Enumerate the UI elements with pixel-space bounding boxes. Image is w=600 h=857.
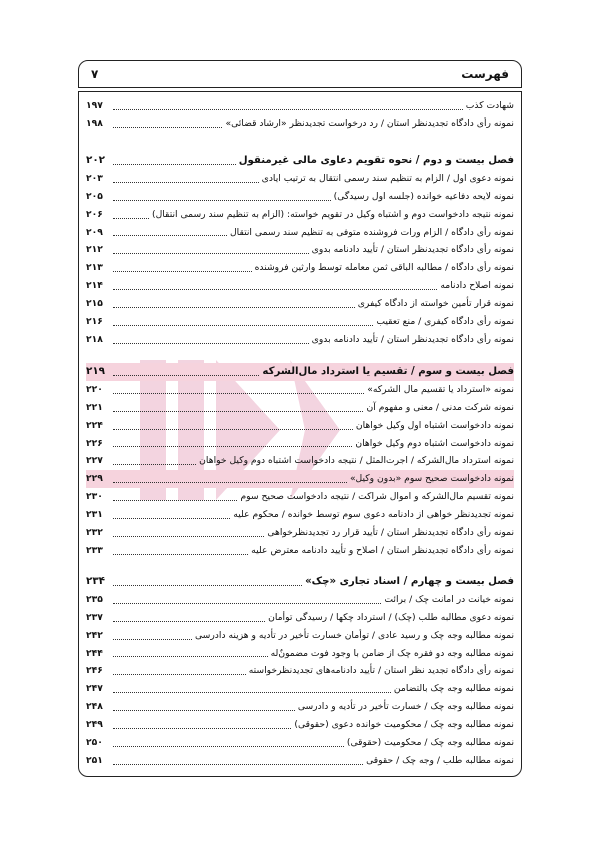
toc-chapter-23 [86, 363, 514, 560]
toc-entry[interactable]: نمونه دادخواست اشتباه اول وکیل خواهان ۲۲۴ [86, 419, 514, 431]
toc-entry[interactable]: نمونه رأی دادگاه / الزام ورات فروشنده متوفی به تنظیم سند رسمی انتقال ۲۰۹ [86, 226, 514, 238]
toc-entry[interactable]: نمونه مطالبه وجه چک بالتضامن ۲۴۷ [86, 683, 514, 695]
toc-entry[interactable]: نمونه خیانت در امانت چک / برائت ۲۳۵ [86, 593, 514, 605]
toc-entry[interactable]: نمونه رأی دادگاه کیفری / منع تعقیب ۲۱۶ [86, 316, 514, 327]
chapter-heading[interactable]: فصل بیست و دوم / نحوه تقویم دعاوی مالی غیرمنقول ۲۰۲ [86, 153, 514, 166]
toc-entry[interactable]: نمونه شرکت مدنی / معنی و مفهوم آن ۲۲۱ [86, 401, 514, 413]
toc-entry[interactable]: نمونه رأی دادگاه تجدیدنظر استان / تأیید دادنامه بدوی ۲۱۸ [86, 333, 514, 345]
toc-entry[interactable]: نمونه مطالبه وجه دو فقره چک از ضامن با وجود فوت مضمون‌ٌله ۲۴۴ [86, 647, 514, 659]
toc-chapter-24 [86, 573, 514, 770]
toc-entry[interactable]: نمونه «استرداد یا تقسیم مال الشرکه» ۲۲۰ [86, 383, 514, 395]
toc-entry[interactable]: نمونه دعوی اول / الزام به تنظیم سند رسمی انتقال به ترتیب ایادی ۲۰۳ [86, 172, 514, 184]
toc-entry[interactable]: نمونه مطالبه طلب / وجه چک / حقوقی ۲۵۱ [86, 754, 514, 766]
toc-section-continuation [86, 97, 514, 133]
toc-entry[interactable]: نمونه لایحه دفاعیه خوانده (جلسه اول رسیدگی) ۲۰۵ [86, 190, 514, 202]
header-title: فهرست [461, 67, 509, 81]
toc-entry[interactable]: نمونه رأی دادگاه تجدیدنظر استان / تأیید دادنامه بدوی ۲۱۲ [86, 244, 514, 256]
toc-entry[interactable]: نمونه رأی دادگاه تجدید نظر استان / تأیید دادنامه‌های تجدیدنظرخواسته ۲۴۶ [86, 665, 514, 677]
toc-entry[interactable]: نمونه دادخواست اشتباه دوم وکیل خواهان ۲۲۶ [86, 437, 514, 449]
toc-entry[interactable]: نمونه رأی دادگاه / مطالبه الباقی ثمن معامله توسط وارثین فروشنده ۲۱۳ [86, 262, 514, 274]
toc-entry[interactable]: نمونه دادخواست صحیح سوم «بدون وکیل» ۲۲۹ [86, 470, 514, 488]
toc-entry[interactable]: نمونه تقسیم مال‌الشرکه و اموال شراکت / نتیجه دادخواست صحیح سوم ۲۳۰ [86, 491, 514, 503]
chapter-heading[interactable]: فصل بیست و سوم / تقسیم یا استرداد مال‌الشرکه ۲۱۹ [86, 363, 514, 381]
toc-entry[interactable]: نمونه رأی دادگاه تجدیدنظر استان / اصلاح و تأیید دادنامه معترض علیه ۲۳۳ [86, 544, 514, 556]
toc-entry[interactable]: نمونه مطالبه وجه چک و رسید عادی / توأمان خسارت تأخیر در تأدیه و هزینه دادرسی ۲۴۲ [86, 629, 514, 641]
page-header [78, 60, 522, 88]
toc-entry[interactable]: نمونه رأی دادگاه تجدیدنظر استان / تأیید قرار رد تجدیدنظرخواهی ۲۳۲ [86, 527, 514, 538]
toc-entry[interactable]: نمونه تجدیدنظر خواهی از دادنامه دعوی سوم توسط خوانده / محکوم علیه ۲۳۱ [86, 509, 514, 521]
toc-entry[interactable]: نمونه قرار تأمین خواسته از دادگاه کیفری ۲۱۵ [86, 298, 514, 310]
toc-entry[interactable]: نمونه نتیجه دادخواست دوم و اشتباه وکیل در تقویم خواسته: (الزام به تنظیم سند رسمی انتقال) ۲۰۶ [86, 208, 514, 220]
toc-entry[interactable]: نمونه رأی دادگاه تجدیدنظر استان / رد درخواست تجدیدنظر «ارشاد قضائی» ۱۹۸ [86, 117, 514, 129]
toc-entry[interactable]: نمونه مطالبه وجه چک / محکومیت خوانده دعوی (حقوقی) ۲۴۹ [86, 719, 514, 731]
toc-chapter-22 [86, 152, 514, 349]
toc-entry[interactable]: نمونه مطالبه وجه چک / خسارت تأخیر در تأدیه و دادرسی ۲۴۸ [86, 701, 514, 713]
toc-entry[interactable]: نمونه استرداد مال‌الشرکه / اجرت‌المثل / نتیجه دادخواست اشتباه دوم وکیل خواهان ۲۲۷ [86, 455, 514, 467]
toc-entry[interactable]: نمونه دعوی مطالبه طلب (چک) / استرداد چکها / رسیدگی توأمان ۲۳۷ [86, 611, 514, 623]
toc-entry[interactable]: نمونه مطالبه وجه چک / محکومیت (حقوقی) ۲۵۰ [86, 737, 514, 748]
toc-entry[interactable]: نمونه اصلاح دادنامه ۲۱۴ [86, 280, 514, 292]
toc-entry[interactable]: شهادت کذب ۱۹۷ [86, 99, 514, 111]
chapter-heading[interactable]: فصل بیست و چهارم / اسناد تجاری «چک» ۲۳۴ [86, 574, 514, 587]
page-number: ۷ [91, 67, 99, 81]
